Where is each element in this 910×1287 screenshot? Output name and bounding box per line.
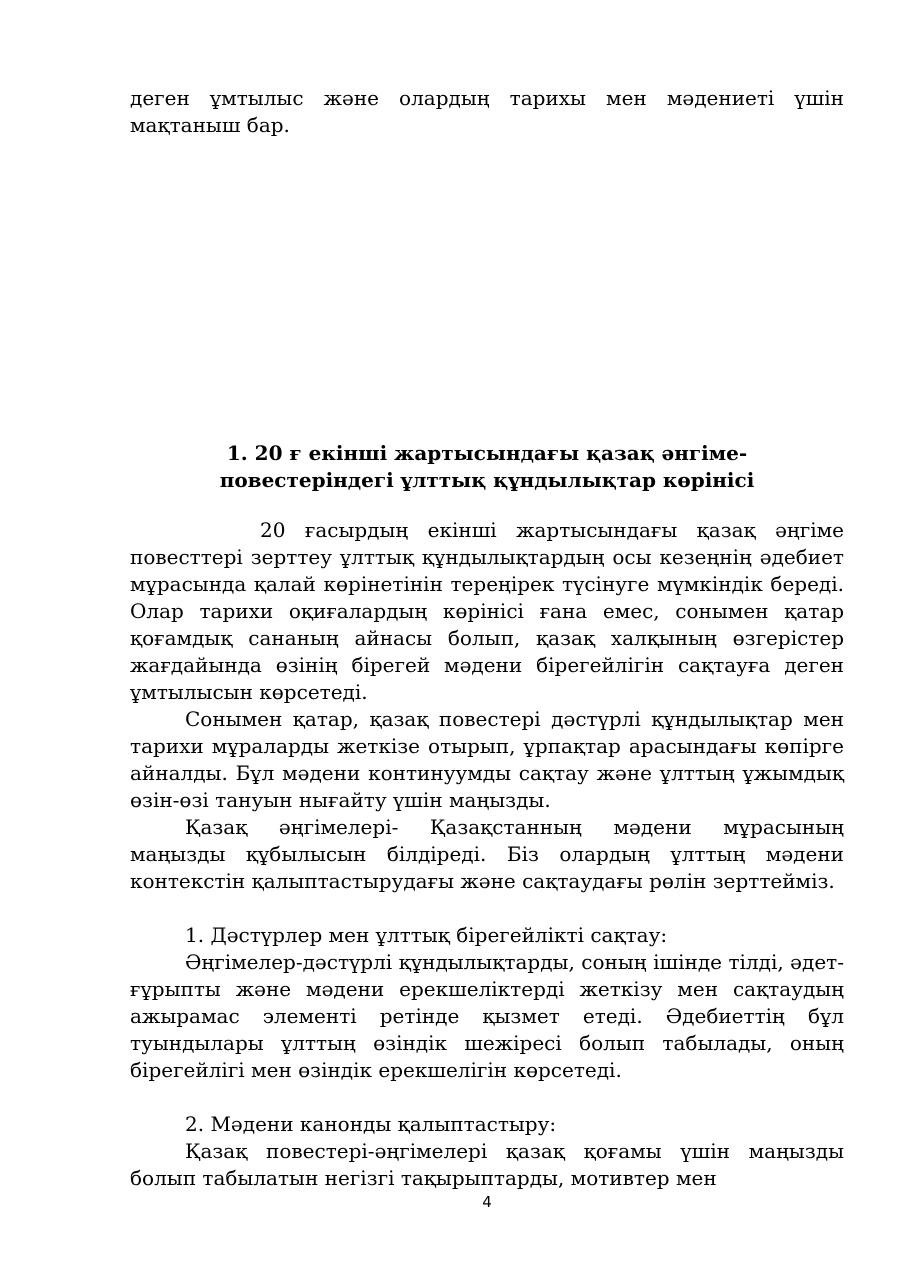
page-number: 4 bbox=[482, 1193, 492, 1211]
body-paragraph-4: Әңгімелер-дәстүрлі құндылықтарды, соның ішінде тілді, әдет-ғұрыпты және мәдени ерекшеліктерді жеткізу мен сақтаудың ажырамас элементі ретінде қызмет етеді. Әдебиеттің бұл туындылары ұлттың өзіндік шежіресі болып табылады, оның бірегейлігі мен өзіндік ерекшелігін көрсетеді. bbox=[130, 950, 844, 1082]
body-paragraph-3: Қазақ әңгімелері- Қазақстанның мәдени мұрасының маңызды құбылысын білдіреді. Біз олардың ұлттың мәдени контекстін қалыптастырудағы және сақтаудағы рөлін зерттейміз. bbox=[130, 815, 844, 893]
list-heading-1: 1. Дәстүрлер мен ұлттық бірегейлікті сақтау: bbox=[185, 923, 668, 947]
body-paragraph-1: 20 ғасырдың екінші жартысындағы қазақ әңгіме повесттері зерттеу ұлттық құндылықтардың осы кезеңнің әдебиет мұрасында қалай көрінетінін тереңірек түсінуге мүмкіндік береді. Олар тарихи оқиғалардың көрінісі ғана емес, сонымен қатар қоғамдық сананың айнасы болып, қазақ халқының өзгерістер жағдайында өзінің бірегей мәдени бірегейлігін сақтауға деген ұмтылысын көрсетеді. bbox=[130, 518, 844, 704]
top-fragment-paragraph: деген ұмтылыс және олардың тарихы мен мәдениеті үшін мақтаныш бар. bbox=[130, 86, 844, 137]
section-heading-line-2: повестеріндегі ұлттық құндылықтар көрінісі bbox=[219, 468, 755, 492]
body-paragraph-5: Қазақ повестері-әңгімелері қазақ қоғамы үшін маңызды болып табылатын негізгі тақырыптарды, мотивтер мен bbox=[130, 1139, 844, 1190]
list-heading-2: 2. Мәдени канонды қалыптастыру: bbox=[185, 1112, 557, 1136]
section-heading bbox=[130, 440, 844, 494]
body-paragraph-2: Сонымен қатар, қазақ повестері дәстүрлі құндылықтар мен тарихи мұраларды жеткізе отырып, ұрпақтар арасындағы көпірге айналды. Бұл мәдени континуумды сақтау және ұлттың ұжымдық өзін-өзі тануын нығайту үшін маңызды. bbox=[130, 707, 844, 812]
section-heading-line-1: 1. 20 ғ екінші жартысындағы қазақ әнгіме- bbox=[226, 441, 748, 465]
